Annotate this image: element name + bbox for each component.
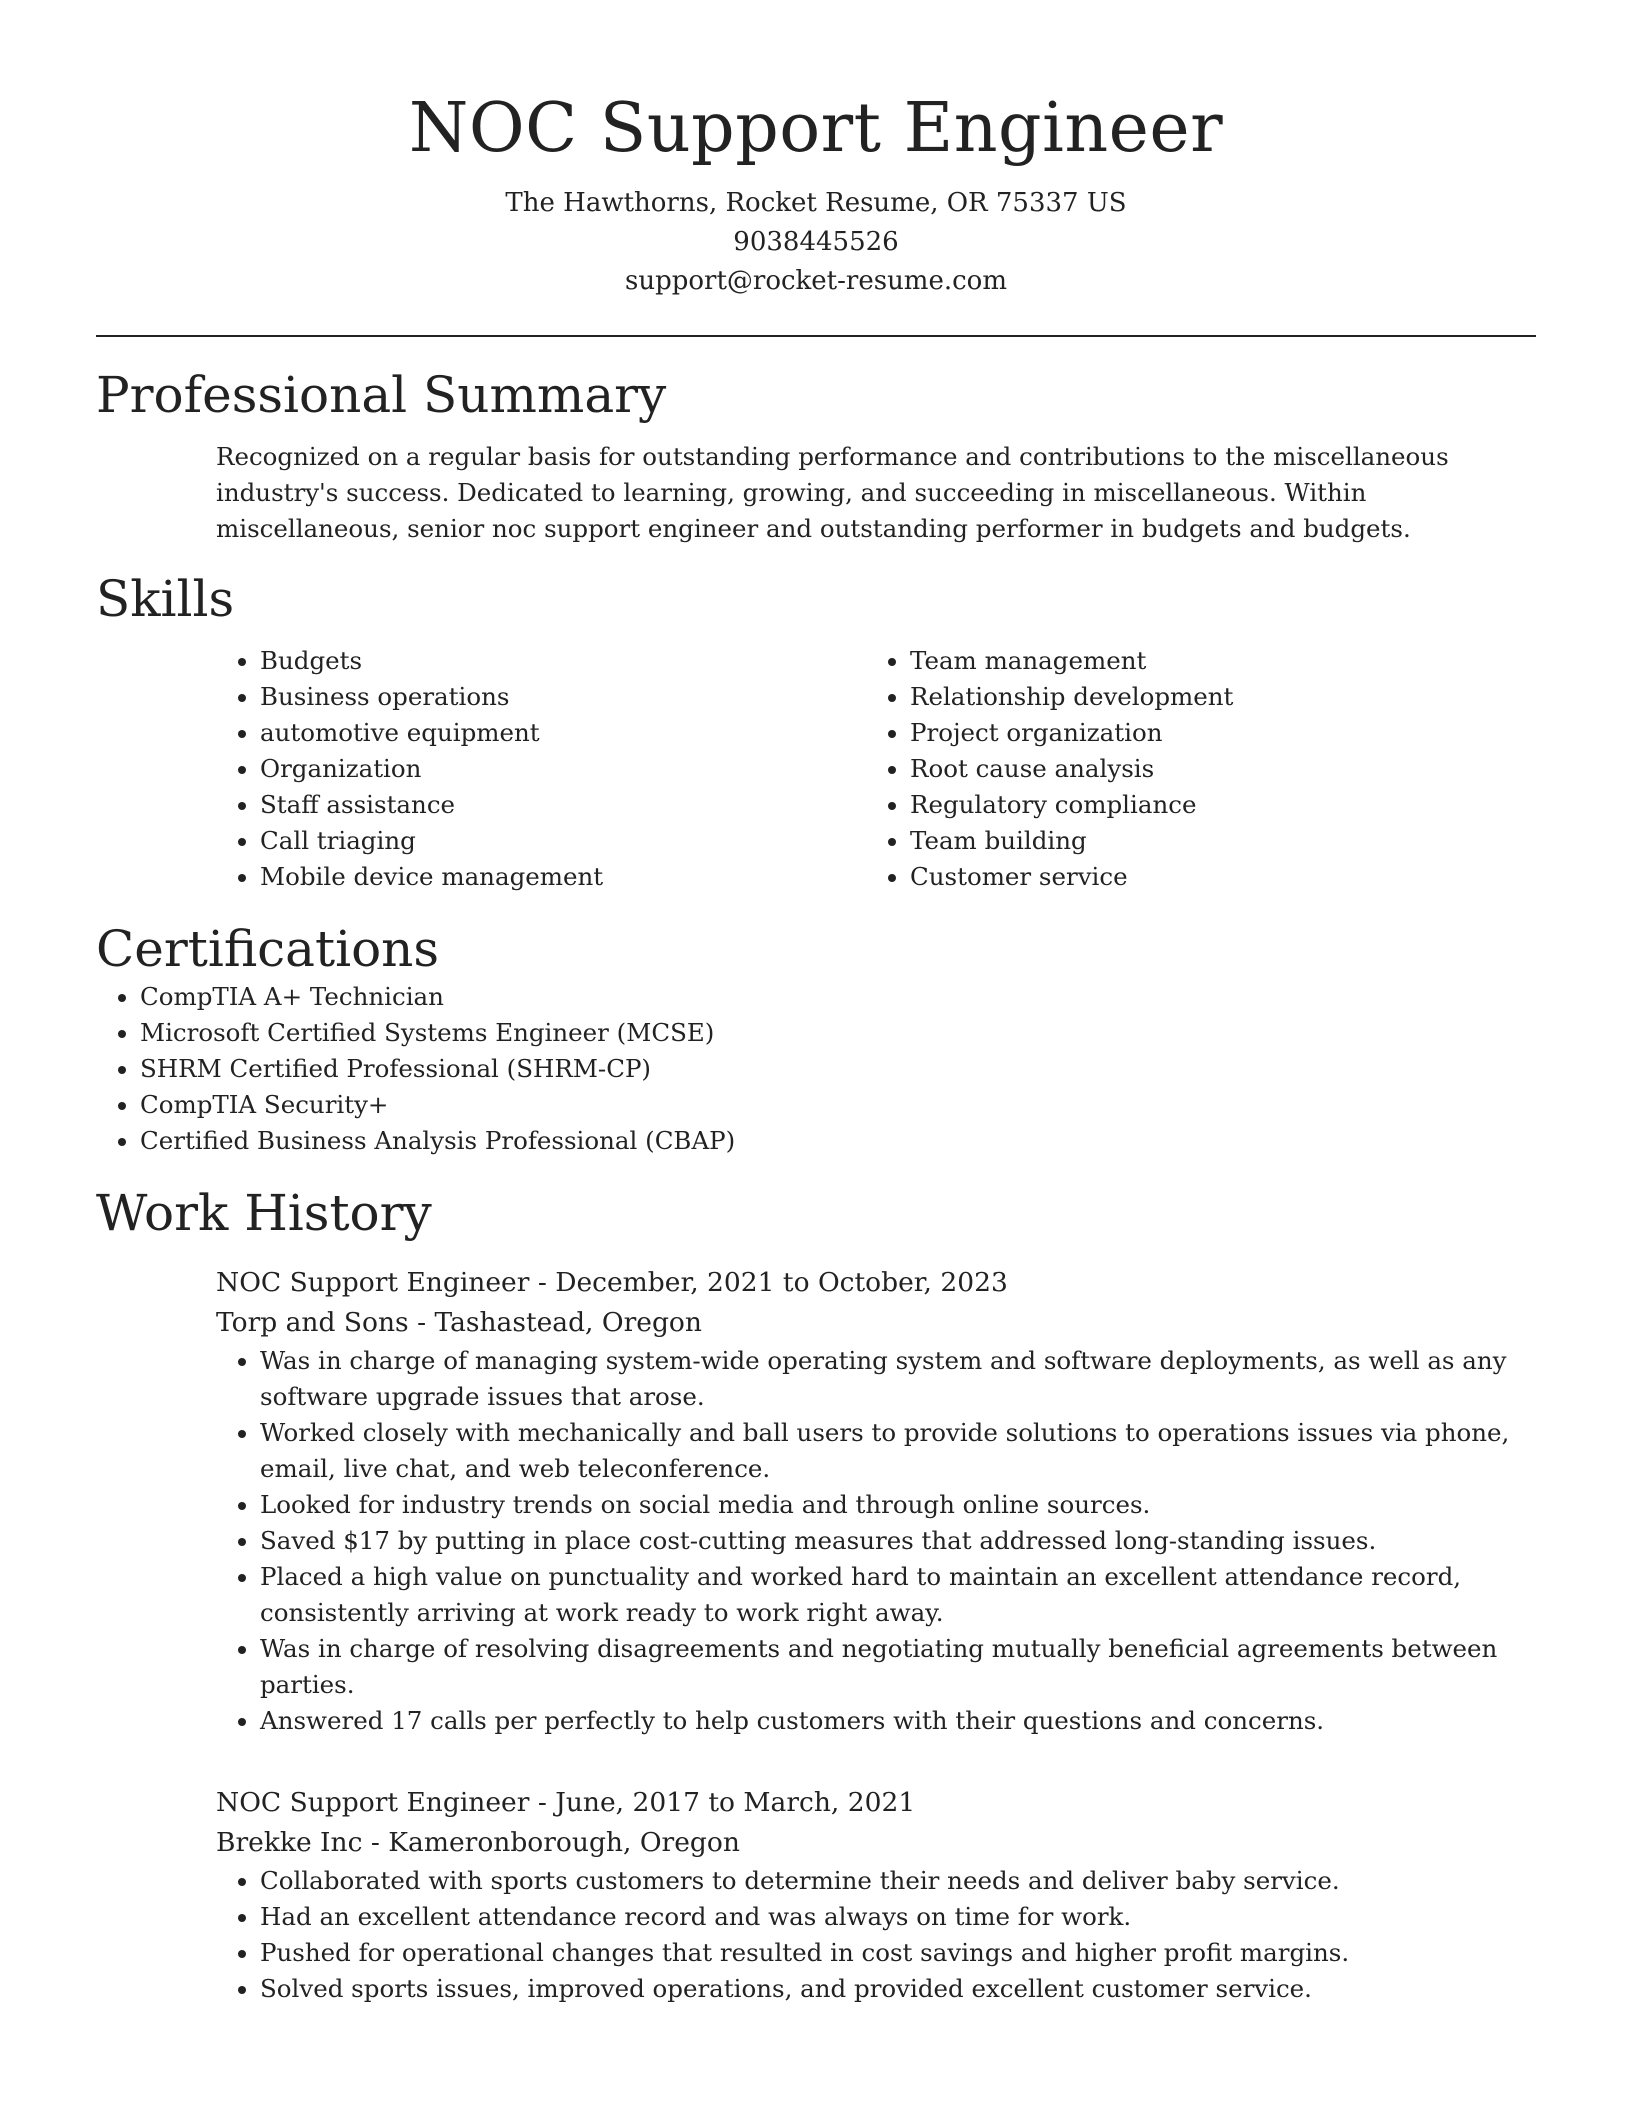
job-bullet: • Worked closely with mechanically and ball users to provide solutions to operations issues via phone, email, live chat, and web teleconference. (260, 1415, 1536, 1487)
job-bullets (216, 1863, 1536, 2007)
job-role: NOC Support Engineer (216, 1267, 530, 1298)
contact-block (96, 184, 1536, 301)
header-divider (96, 335, 1536, 337)
resume-page (96, 0, 1536, 2007)
skill-item: • Call triaging (260, 823, 866, 859)
skill-item: • Team management (910, 643, 1516, 679)
skill-item: • Budgets (260, 643, 866, 679)
skill-item: • Relationship development (910, 679, 1516, 715)
work-history-section (96, 1183, 1536, 2007)
job-company: Brekke Inc (216, 1827, 363, 1858)
summary-title: Professional Summary (96, 366, 667, 424)
skill-item: • Team building (910, 823, 1516, 859)
skill-item: • Customer service (910, 859, 1516, 895)
certifications-list (96, 979, 1536, 1159)
job-location: - Kameronborough, Oregon (362, 1827, 740, 1858)
job-dates: - December, 2021 to October, 2023 (529, 1267, 1008, 1298)
certification-item: • Certified Business Analysis Professional (CBAP) (140, 1123, 1536, 1159)
contact-phone: 9038445526 (733, 227, 899, 257)
work-history-title: Work History (96, 1184, 432, 1242)
skill-item: • Project organization (910, 715, 1516, 751)
resume-header (96, 0, 1536, 301)
job-bullets (216, 1343, 1536, 1739)
summary-text: Recognized on a regular basis for outstanding performance and contributions to the miscellaneous industry's success. Dedicated to learning, growing, and succeeding in miscellaneous. Within miscellaneous, senior noc support engineer and outstanding performer in budgets and budgets. (216, 442, 1449, 543)
job-bullet: • Was in charge of resolving disagreements and negotiating mutually beneficial agreements between parties. (260, 1631, 1536, 1703)
job-bullet: • Was in charge of managing system-wide operating system and software deployments, as well as any software upgrade issues that arose. (260, 1343, 1536, 1415)
skill-item: • Business operations (260, 679, 866, 715)
job-title-line (216, 1783, 1536, 1823)
skills-column-left (216, 643, 866, 895)
skills-grid (216, 643, 1536, 895)
certification-item: • CompTIA A+ Technician (140, 979, 1536, 1015)
skill-item: • Root cause analysis (910, 751, 1516, 787)
certifications-title: Certifications (96, 920, 440, 978)
certification-item: • CompTIA Security+ (140, 1087, 1536, 1123)
skills-list-right (866, 643, 1516, 895)
skills-list-left (216, 643, 866, 895)
certification-item: • SHRM Certified Professional (SHRM-CP) (140, 1051, 1536, 1087)
job-bullet: • Saved $17 by putting in place cost-cutting measures that addressed long-standing issues. (260, 1523, 1536, 1559)
job-company-line (216, 1823, 1536, 1863)
job-company: Torp and Sons (216, 1307, 409, 1338)
job-dates: - June, 2017 to March, 2021 (529, 1787, 916, 1818)
contact-email: support@rocket-resume.com (624, 266, 1007, 296)
job-bullet: • Solved sports issues, improved operations, and provided excellent customer service. (260, 1971, 1536, 2007)
skill-item: • Organization (260, 751, 866, 787)
skill-item: • Regulatory compliance (910, 787, 1516, 823)
job-bullet: • Placed a high value on punctuality and worked hard to maintain an excellent attendance record, consistently arriving at work ready to work right away. (260, 1559, 1536, 1631)
summary-section (96, 365, 1536, 547)
skill-item: • Mobile device management (260, 859, 866, 895)
job-location: - Tashastead, Oregon (408, 1307, 702, 1338)
job-role: NOC Support Engineer (216, 1787, 530, 1818)
job-bullet: • Answered 17 calls per perfectly to help customers with their questions and concerns. (260, 1703, 1536, 1739)
skills-column-right (866, 643, 1516, 895)
job-company-line (216, 1303, 1536, 1343)
candidate-name: NOC Support Engineer (408, 89, 1224, 168)
job-bullet: • Collaborated with sports customers to determine their needs and deliver baby service. (260, 1863, 1536, 1899)
skills-section (96, 569, 1536, 895)
job-title-line (216, 1263, 1536, 1303)
skill-item: • Staff assistance (260, 787, 866, 823)
job-entry (216, 1263, 1536, 1739)
certifications-section (96, 919, 1536, 1159)
skill-item: • automotive equipment (260, 715, 866, 751)
skills-title: Skills (96, 570, 235, 628)
certification-item: • Microsoft Certified Systems Engineer (MCSE) (140, 1015, 1536, 1051)
job-entry (216, 1783, 1536, 2007)
job-bullet: • Looked for industry trends on social media and through online sources. (260, 1487, 1536, 1523)
job-bullet: • Had an excellent attendance record and was always on time for work. (260, 1899, 1536, 1935)
contact-address: The Hawthorns, Rocket Resume, OR 75337 US (505, 188, 1127, 218)
job-bullet: • Pushed for operational changes that resulted in cost savings and higher profit margins. (260, 1935, 1536, 1971)
